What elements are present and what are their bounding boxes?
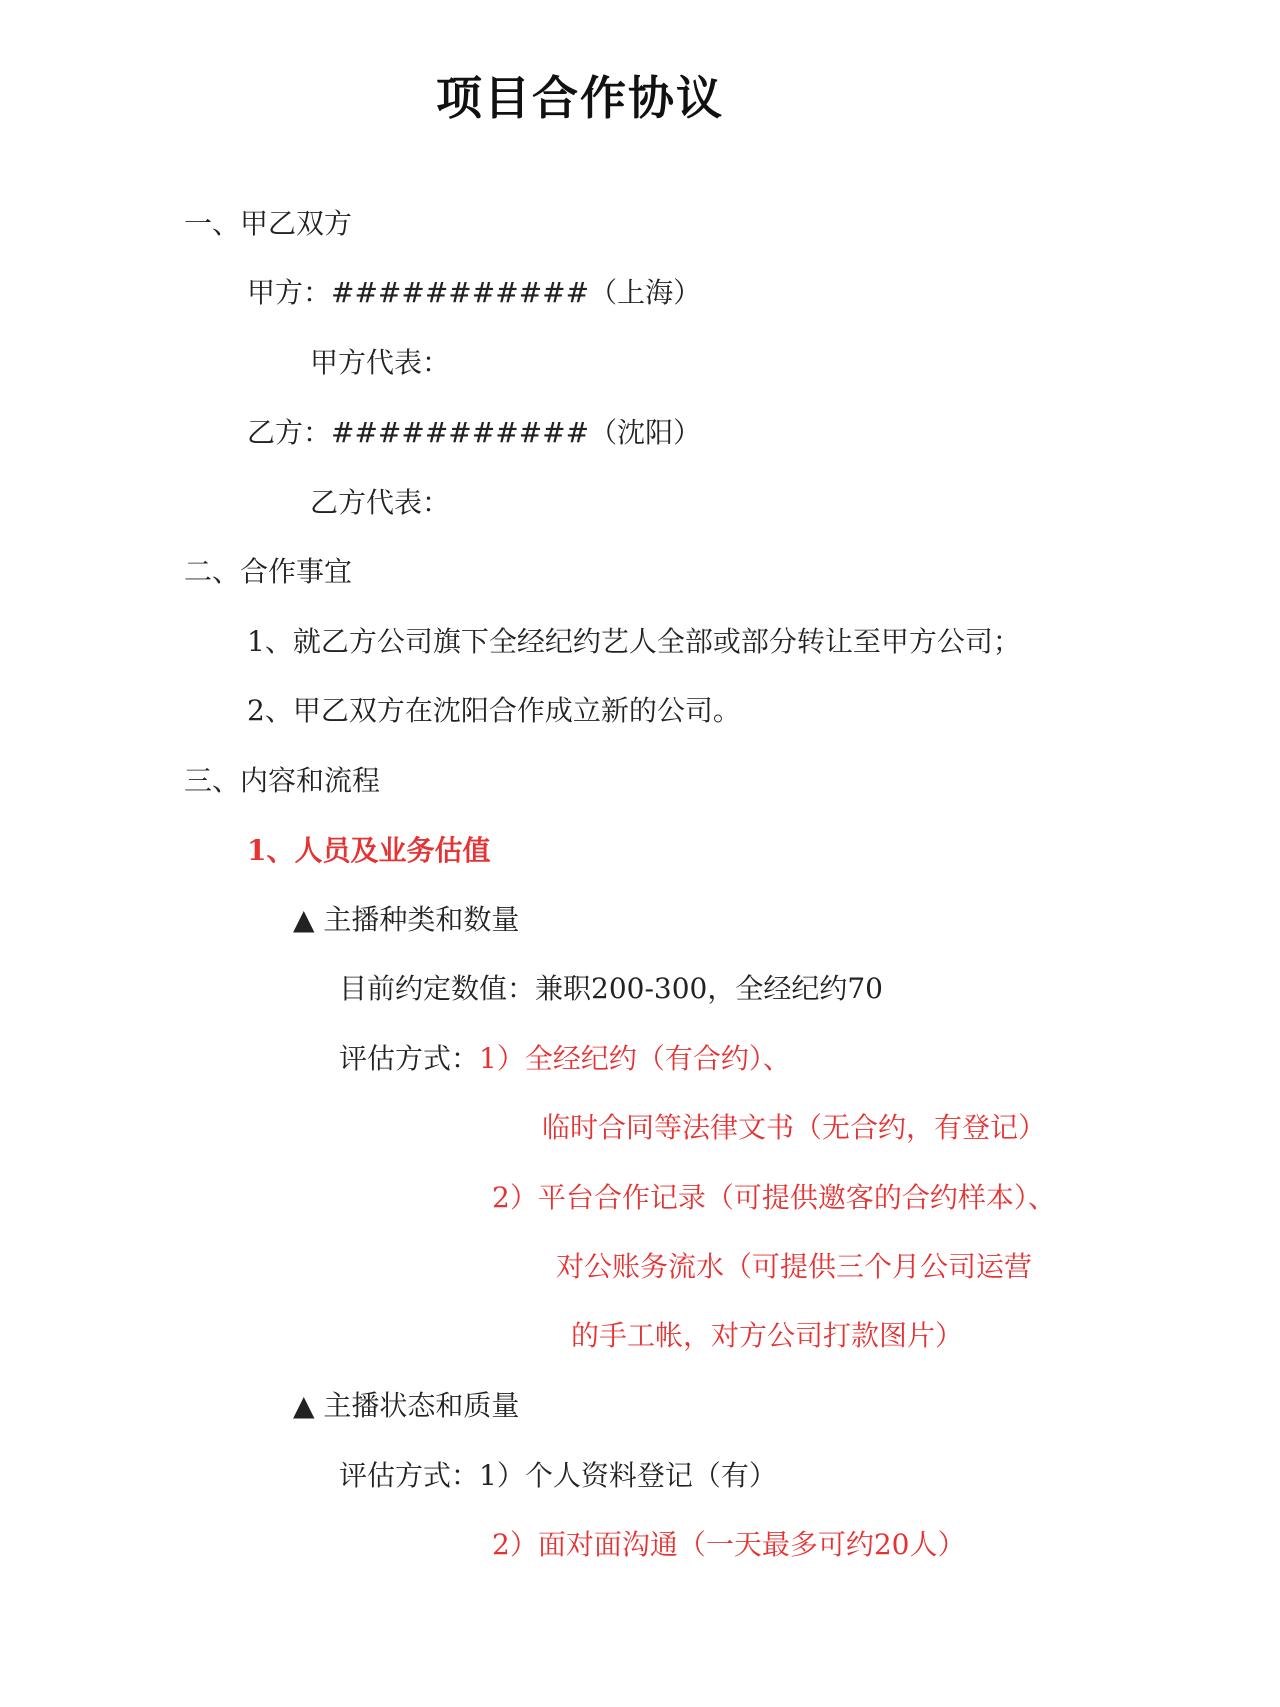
party-b-representative: 乙方代表：	[310, 486, 451, 519]
section-heading-cooperation: 二、合作事宜	[184, 555, 353, 588]
document-title: 项目合作协议	[436, 71, 724, 125]
evaluation-method-1	[339, 1042, 791, 1076]
party-a: 甲方：###########（上海）	[247, 276, 702, 309]
cooperation-item-2: 2、甲乙双方在沈阳合作成立新的公司。	[247, 694, 741, 727]
evaluation-line: 2）平台合作记录（可提供邀客的合约样本）、	[492, 1181, 1056, 1214]
evaluation-item: 1）全经纪约（有合约）、	[479, 1042, 791, 1075]
bullet-anchor-type: ▲ 主播种类和数量	[293, 903, 520, 936]
party-a-representative: 甲方代表：	[310, 346, 451, 379]
evaluation-label: 评估方式：	[339, 1042, 480, 1075]
evaluation-method-2: 评估方式：1）个人资料登记（有）	[339, 1459, 777, 1492]
current-values: 目前约定数值：兼职200-300，全经纪约70	[339, 972, 883, 1005]
cooperation-item-1: 1、就乙方公司旗下全经纪约艺人全部或部分转让至甲方公司；	[247, 625, 1021, 658]
bullet-anchor-status: ▲ 主播状态和质量	[293, 1389, 520, 1422]
section-heading-parties: 一、甲乙双方	[184, 207, 353, 240]
evaluation-line: 对公账务流水（可提供三个月公司运营	[556, 1250, 1033, 1283]
party-b: 乙方：###########（沈阳）	[247, 416, 702, 449]
subsection-valuation: 1、人员及业务估值	[247, 834, 491, 867]
section-heading-content: 三、内容和流程	[184, 764, 381, 797]
evaluation-line: 2）面对面沟通（一天最多可约20人）	[492, 1528, 966, 1561]
evaluation-line: 临时合同等法律文书（无合约，有登记）	[542, 1111, 1047, 1144]
evaluation-line: 的手工帐，对方公司打款图片）	[571, 1319, 964, 1352]
